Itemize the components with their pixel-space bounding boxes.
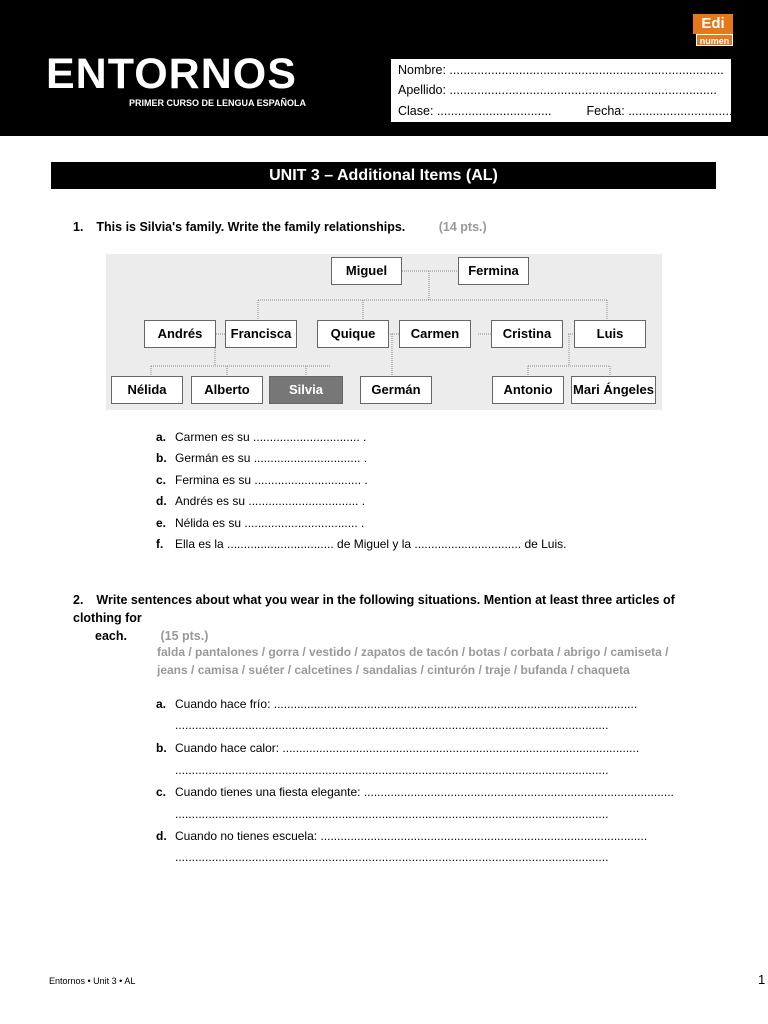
q1-item-a[interactable]: a. Carmen es su ................................ . [156,430,367,444]
q1-number: 1. [73,220,84,234]
q1-item-b[interactable]: b. Germán es su ................................ . [156,451,368,465]
tree-node-miguel: Miguel [331,257,402,285]
logo-bottom-text: numen [696,34,733,46]
apellido-label: Apellido: [398,83,446,97]
q2-item-d[interactable]: d. Cuando no tienes escuela: .................................................................................................. [156,829,648,843]
q1-item-f[interactable]: f. Ella es la ................................ de Miguel y la ................................ de Luis. [156,537,567,551]
tree-node-silvia: Silvia [269,376,343,404]
brand-subtitle: PRIMER CURSO DE LENGUA ESPAÑOLA [129,98,307,108]
q2-item-b-line-2[interactable]: .................................................................................................................................. [175,763,609,777]
page-footer: Entornos • Unit 3 • AL [49,976,136,986]
publisher-logo [693,14,733,46]
clase-label: Clase: [398,104,434,118]
tree-node-mari-angeles: Mari Ángeles [571,376,656,404]
clase-row[interactable]: Clase: ................................. Fecha: ............................... [398,104,736,118]
q1-item-d[interactable]: d. Andrés es su ................................. . [156,494,366,508]
q2-item-b[interactable]: b. Cuando hace calor: ........................................................................................................... [156,741,640,755]
tree-node-andres: Andrés [144,320,216,348]
apellido-row[interactable]: Apellido: ............................................................................. [398,83,717,97]
tree-node-alberto: Alberto [191,376,263,404]
q2-line-1 [73,591,713,627]
q1-item-c[interactable]: c. Fermina es su ................................ . [156,473,368,487]
tree-node-luis: Luis [574,320,646,348]
tree-node-cristina: Cristina [491,320,563,348]
q2-points: (15 pts.) [160,629,209,643]
fecha-label: Fecha: [586,104,625,118]
q2-text-1: Write sentences about what you wear in the following situations. Mention at least three articles of clothing for [73,593,675,625]
q2-item-d-line-2[interactable]: .................................................................................................................................. [175,850,609,864]
q1-text: This is Silvia's family. Write the family relationships. [96,220,406,234]
nombre-row[interactable]: Nombre: ............................................................................... [398,63,724,77]
q2-item-c[interactable]: c. Cuando tienes una fiesta elegante: ............................................................................................. [156,785,674,799]
page-number: 1 [758,972,766,987]
q2-item-a-line-2[interactable]: .................................................................................................................................. [175,718,609,732]
q2-text-2: each. [95,629,127,643]
q2-number: 2. [73,593,84,607]
logo-top-text: Edi [693,14,733,34]
tree-node-francisca: Francisca [225,320,297,348]
clothing-vocab: falda / pantalones / gorra / vestido / zapatos de tacón / botas / corbata / abrigo / camiseta / jeans / camisa / suéter / calcetines / sandalias / cinturón / traje / bufanda / chaqueta [157,645,669,677]
q1-points: (14 pts.) [438,220,487,234]
tree-node-nelida: Nélida [111,376,183,404]
q1-item-e[interactable]: e. Nélida es su .................................. . [156,516,365,530]
tree-node-fermina: Fermina [458,257,529,285]
family-tree [106,254,662,410]
unit-title: UNIT 3 – Additional Items (AL) [51,162,716,189]
page-header [0,0,768,136]
brand-title: ENTORNOS [46,50,297,98]
question-1 [73,220,487,234]
tree-node-antonio: Antonio [492,376,564,404]
tree-node-quique: Quique [317,320,389,348]
tree-node-carmen: Carmen [399,320,471,348]
question-2 [73,591,713,645]
student-info-box [390,58,736,123]
q2-item-c-line-2[interactable]: .................................................................................................................................. [175,807,609,821]
q2-item-a[interactable]: a. Cuando hace frío: ............................................................................................................. [156,697,638,711]
tree-node-german: Germán [360,376,432,404]
nombre-label: Nombre: [398,63,446,77]
